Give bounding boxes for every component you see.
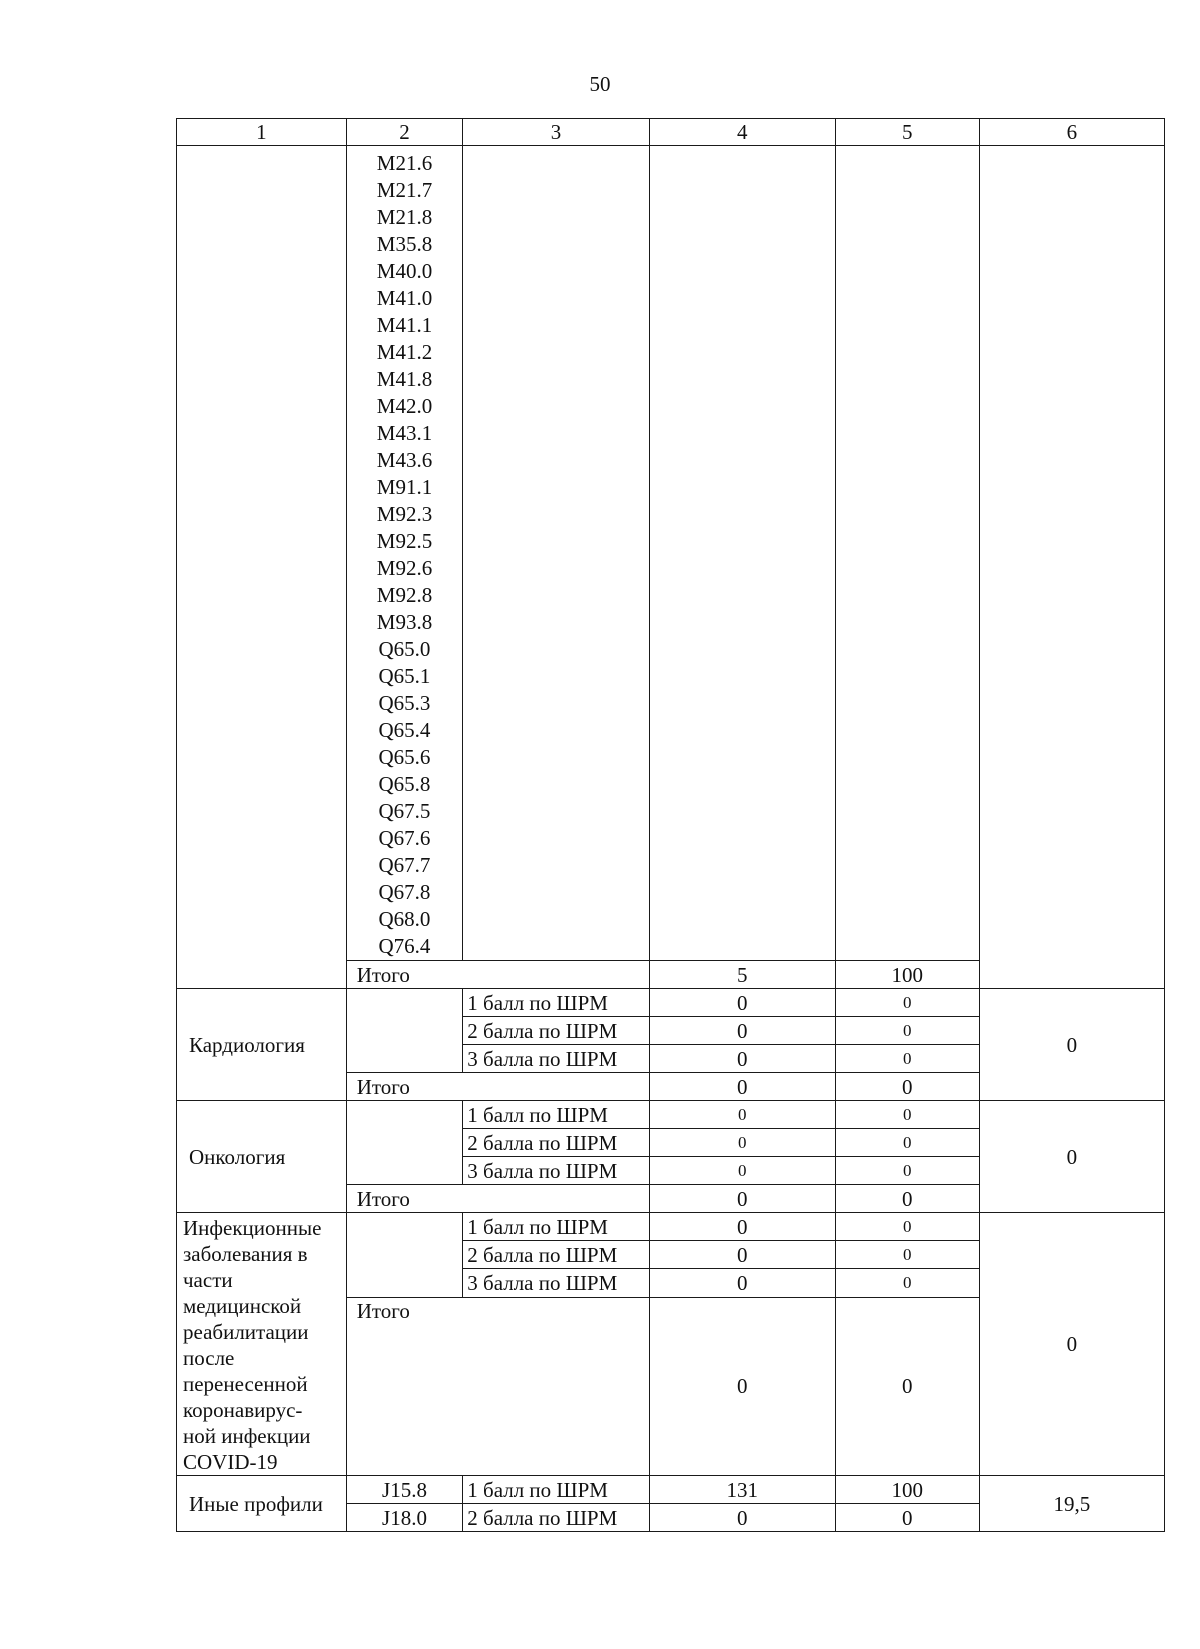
code-item: M92.5 xyxy=(376,529,433,553)
col-6-value: 0 xyxy=(979,1213,1164,1476)
col-5-value: 0 xyxy=(835,989,979,1017)
score-label: 1 балл по ШРМ xyxy=(463,1476,649,1504)
code-value: J18.0 xyxy=(346,1504,463,1532)
code-item: M35.8 xyxy=(376,232,433,256)
total-col-5: 0 xyxy=(835,1185,979,1213)
infectious-row-1 xyxy=(177,1213,1165,1241)
code-item: M43.1 xyxy=(376,421,433,445)
code-item: M41.8 xyxy=(376,367,433,391)
profile-name-line: после xyxy=(183,1346,235,1370)
total-col-5: 0 xyxy=(835,1297,979,1475)
score-label: 2 балла по ШРМ xyxy=(463,1504,649,1532)
code-item: Q65.8 xyxy=(378,772,431,796)
header-col-6: 6 xyxy=(979,119,1164,146)
col-4-value: 0 xyxy=(649,1157,835,1185)
profile-name-line: ной инфекции xyxy=(183,1424,311,1448)
code-item: M41.2 xyxy=(376,340,433,364)
code-item: Q67.7 xyxy=(378,853,431,877)
total-col-5: 0 xyxy=(835,1073,979,1101)
code-item: M21.6 xyxy=(376,151,433,175)
col-4-value: 131 xyxy=(649,1476,835,1504)
profile-name: Кардиология xyxy=(177,989,347,1101)
col-6-value: 19,5 xyxy=(979,1476,1164,1532)
codes-col-4 xyxy=(649,146,835,961)
col-5-value: 0 xyxy=(835,1269,979,1297)
col-6-value: 0 xyxy=(979,989,1164,1101)
col-6-value: 0 xyxy=(979,1101,1164,1213)
col-4-value: 0 xyxy=(649,1269,835,1297)
col-4-value: 0 xyxy=(649,1129,835,1157)
profile-name-line: реабилитации xyxy=(183,1320,309,1344)
total-col-5: 100 xyxy=(835,961,979,989)
code-cell-empty xyxy=(346,1213,463,1298)
total-label: Итого xyxy=(346,1297,649,1475)
score-label: 1 балл по ШРМ xyxy=(463,989,649,1017)
header-col-3: 3 xyxy=(463,119,649,146)
score-label: 1 балл по ШРМ xyxy=(463,1213,649,1241)
code-value: J15.8 xyxy=(346,1476,463,1504)
profile-name-line: перенесенной xyxy=(183,1372,308,1396)
score-label: 1 балл по ШРМ xyxy=(463,1101,649,1129)
total-label: Итого xyxy=(346,1073,649,1101)
header-col-5: 5 xyxy=(835,119,979,146)
codes-col-6 xyxy=(979,146,1164,989)
code-item: M43.6 xyxy=(376,448,433,472)
profile-name-line: части xyxy=(183,1268,233,1292)
total-col-4: 0 xyxy=(649,1073,835,1101)
profile-name-line: заболевания в xyxy=(183,1242,308,1266)
header-col-4: 4 xyxy=(649,119,835,146)
code-item: M92.6 xyxy=(376,556,433,580)
score-label: 2 балла по ШРМ xyxy=(463,1017,649,1045)
page-number: 50 xyxy=(589,72,611,96)
profile-name-multiline xyxy=(177,1213,347,1476)
code-item: Q67.6 xyxy=(378,826,431,850)
score-label: 2 балла по ШРМ xyxy=(463,1241,649,1269)
cardiology-row-1 xyxy=(177,989,1165,1017)
col-4-value: 0 xyxy=(649,989,835,1017)
code-item: M92.8 xyxy=(376,583,433,607)
score-label: 3 балла по ШРМ xyxy=(463,1157,649,1185)
col-5-value: 0 xyxy=(835,1504,979,1532)
col-5-value: 100 xyxy=(835,1476,979,1504)
profile-cell-empty xyxy=(177,146,347,989)
col-5-value: 0 xyxy=(835,1157,979,1185)
code-item: Q67.5 xyxy=(378,799,431,823)
total-col-4: 0 xyxy=(649,1297,835,1475)
other-row-1 xyxy=(177,1476,1165,1504)
profile-name-line: медицинской xyxy=(183,1294,302,1318)
col-4-value: 0 xyxy=(649,1213,835,1241)
col-5-value: 0 xyxy=(835,1129,979,1157)
code-item: Q67.8 xyxy=(378,880,431,904)
code-item: Q65.6 xyxy=(378,745,431,769)
code-item: Q65.1 xyxy=(378,664,431,688)
code-cell-empty xyxy=(346,989,463,1073)
codes-col-3 xyxy=(463,146,649,961)
codes-col-5 xyxy=(835,146,979,961)
code-item: M41.0 xyxy=(376,286,433,310)
header-col-1: 1 xyxy=(177,119,347,146)
profile-name-line: коронавирус- xyxy=(183,1398,303,1422)
score-label: 2 балла по ШРМ xyxy=(463,1129,649,1157)
col-4-value: 0 xyxy=(649,1101,835,1129)
code-item: M91.1 xyxy=(376,475,433,499)
code-item: Q68.0 xyxy=(378,907,431,931)
profile-name-line: Инфекционные xyxy=(183,1216,322,1240)
profile-name-line: COVID-19 xyxy=(183,1450,278,1474)
code-cell-empty xyxy=(346,1101,463,1185)
rehab-table xyxy=(176,118,1165,1532)
code-item: M21.8 xyxy=(376,205,433,229)
profile-name: Иные профили xyxy=(177,1476,347,1532)
col-4-value: 0 xyxy=(649,1241,835,1269)
total-label: Итого xyxy=(346,1185,649,1213)
codes-row xyxy=(177,146,1165,961)
code-item: M92.3 xyxy=(376,502,433,526)
code-item: Q76.4 xyxy=(378,934,431,958)
code-item: M41.1 xyxy=(376,313,433,337)
code-item: Q65.0 xyxy=(378,637,431,661)
col-4-value: 0 xyxy=(649,1045,835,1073)
profile-name: Онкология xyxy=(177,1101,347,1213)
header-col-2: 2 xyxy=(346,119,463,146)
total-col-4: 0 xyxy=(649,1185,835,1213)
code-item: Q65.4 xyxy=(378,718,431,742)
code-item: Q65.3 xyxy=(378,691,431,715)
oncology-row-1 xyxy=(177,1101,1165,1129)
total-col-4: 5 xyxy=(649,961,835,989)
col-5-value: 0 xyxy=(835,1241,979,1269)
code-list xyxy=(346,146,463,961)
col-4-value: 0 xyxy=(649,1017,835,1045)
col-5-value: 0 xyxy=(835,1213,979,1241)
score-label: 3 балла по ШРМ xyxy=(463,1045,649,1073)
header-row xyxy=(177,119,1165,146)
code-item: M40.0 xyxy=(376,259,433,283)
total-label: Итого xyxy=(346,961,649,989)
code-item: M42.0 xyxy=(376,394,433,418)
code-item: M21.7 xyxy=(376,178,433,202)
score-label: 3 балла по ШРМ xyxy=(463,1269,649,1297)
col-5-value: 0 xyxy=(835,1101,979,1129)
col-4-value: 0 xyxy=(649,1504,835,1532)
code-item: M93.8 xyxy=(376,610,433,634)
col-5-value: 0 xyxy=(835,1045,979,1073)
col-5-value: 0 xyxy=(835,1017,979,1045)
